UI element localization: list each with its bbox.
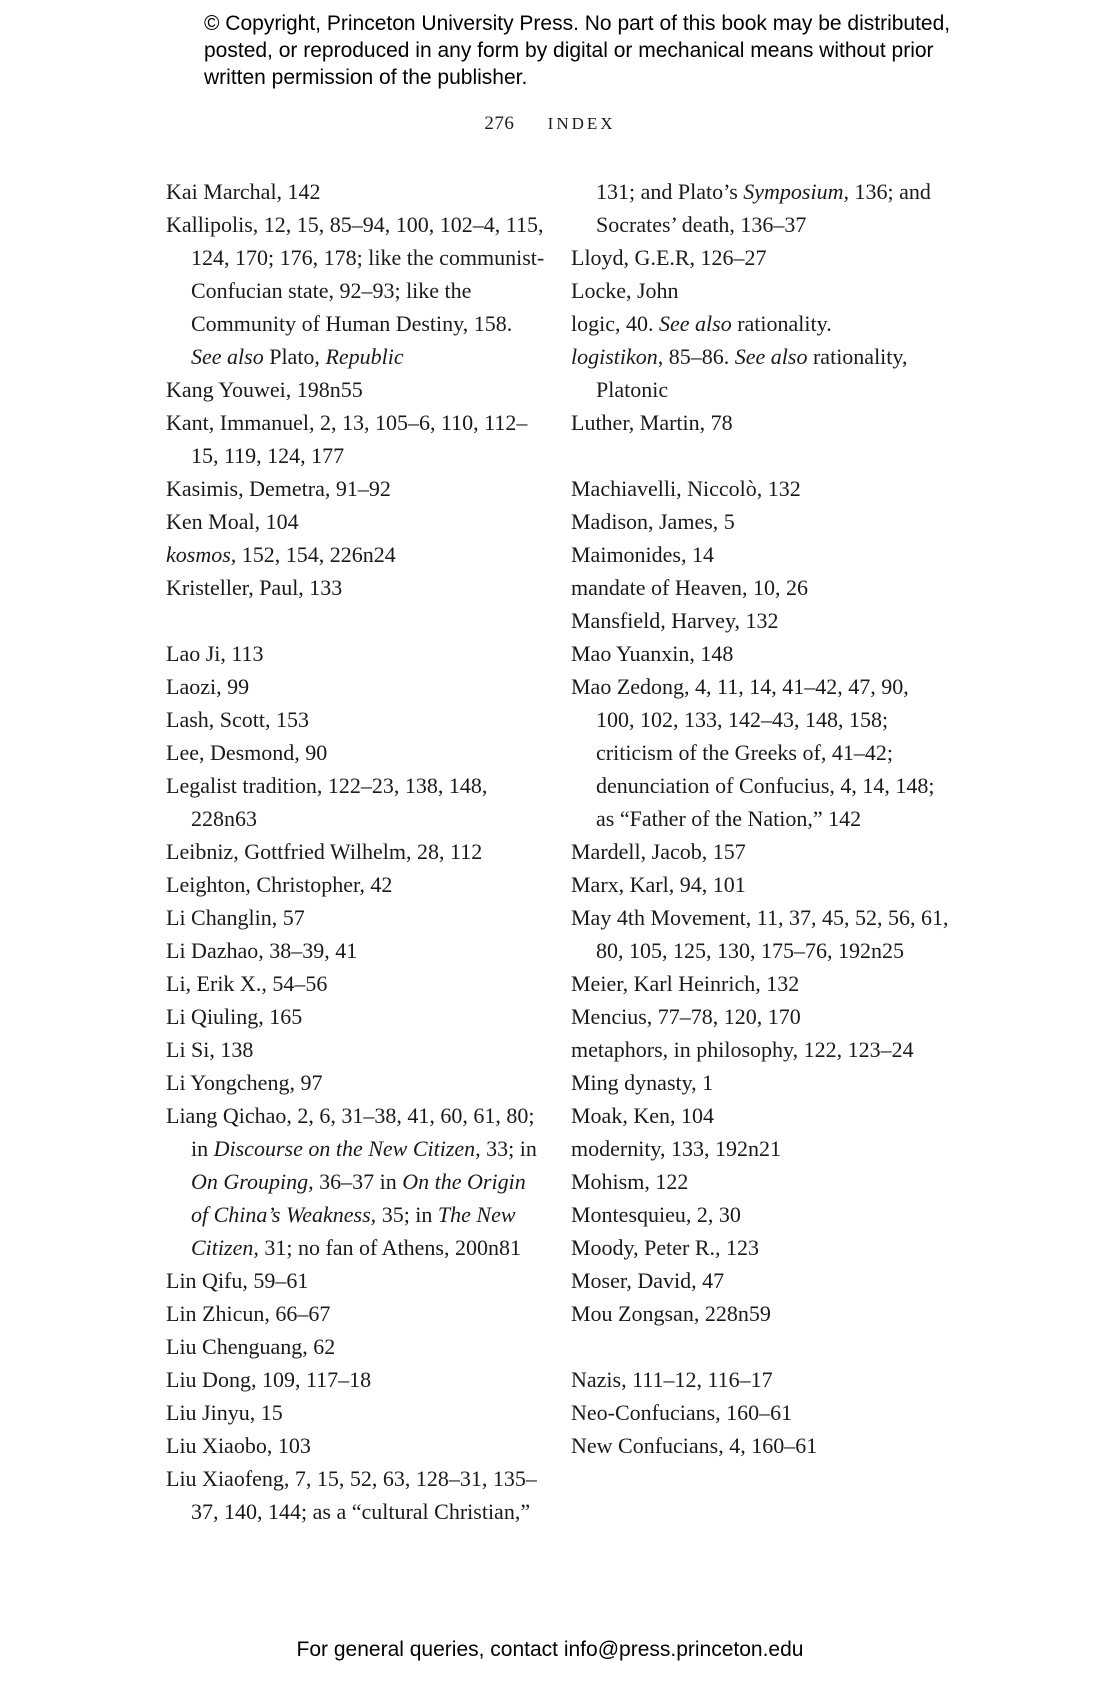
index-entry: Li Qiuling, 165 [166, 1004, 303, 1029]
index-entry: Nazis, 111–12, 116–17 [571, 1367, 773, 1392]
index-entry: Li Yongcheng, 97 [166, 1070, 323, 1095]
index-entry: Locke, John [571, 278, 679, 303]
index-entry: Montesquieu, 2, 30 [571, 1202, 741, 1227]
index-entry: modernity, 133, 192n21 [571, 1136, 781, 1161]
index-entry: May 4th Movement, 11, 37, 45, 52, 56, 61, 80, 105, 125, 130, 175–76, 192n25 [571, 905, 949, 963]
index-entry: Luther, Martin, 78 [571, 410, 733, 435]
index-entry: Lin Zhicun, 66–67 [166, 1301, 331, 1326]
index-entry: Meier, Karl Heinrich, 132 [571, 971, 800, 996]
index-entry: Kallipolis, 12, 15, 85–94, 100, 102–4, 115, 124, 170; 176, 178; like the communist-Confucian state, 92–93; like the Community of Human Destiny, 158. See also Plato, Republic [166, 212, 545, 369]
index-entry: Mao Yuanxin, 148 [571, 641, 734, 666]
footer-contact: For general queries, contact info@press.princeton.edu [296, 1638, 804, 1661]
index-entry: Leibniz, Gottfried Wilhelm, 28, 112 [166, 839, 483, 864]
index-entry: logic, 40. See also rationality. [571, 311, 832, 336]
index-entry: Li Si, 138 [166, 1037, 254, 1062]
index-column-right [571, 175, 951, 1462]
index-entry: Mao Zedong, 4, 11, 14, 41–42, 47, 90, 100, 102, 133, 142–43, 148, 158; criticism of the Greeks of, 41–42; denunciation of Confucius, 4, 14, 148; as “Father of the Nation,” 142 [571, 674, 935, 831]
letter-section-gap [166, 604, 546, 637]
index-column-left [166, 175, 546, 1528]
section-title: INDEX [547, 114, 616, 133]
index-entry: Ming dynasty, 1 [571, 1070, 714, 1095]
index-entry: Li Changlin, 57 [166, 905, 305, 930]
index-entry: Mou Zongsan, 228n59 [571, 1301, 771, 1326]
index-entry: Liu Xiaofeng, 7, 15, 52, 63, 128–31, 135–37, 140, 144; as a “cultural Christian,” [166, 1466, 537, 1524]
index-entry: Ken Moal, 104 [166, 509, 299, 534]
index-entry: logistikon, 85–86. See also rationality, Platonic [571, 344, 908, 402]
index-entry: Mencius, 77–78, 120, 170 [571, 1004, 801, 1029]
index-entry: Mansfield, Harvey, 132 [571, 608, 779, 633]
index-entry: Leighton, Christopher, 42 [166, 872, 393, 897]
index-entry: Kang Youwei, 198n55 [166, 377, 363, 402]
letter-section-gap [571, 439, 951, 472]
index-entry: Lloyd, G.E.R, 126–27 [571, 245, 767, 270]
index-entry: Kasimis, Demetra, 91–92 [166, 476, 391, 501]
index-entry: mandate of Heaven, 10, 26 [571, 575, 809, 600]
index-entry: Laozi, 99 [166, 674, 250, 699]
index-entry: Kristeller, Paul, 133 [166, 575, 343, 600]
index-entry: Li, Erik X., 54–56 [166, 971, 328, 996]
index-entry: Kant, Immanuel, 2, 13, 105–6, 110, 112–15, 119, 124, 177 [166, 410, 528, 468]
index-entry: Liu Chenguang, 62 [166, 1334, 336, 1359]
index-entry: Liu Dong, 109, 117–18 [166, 1367, 372, 1392]
index-entry: kosmos, 152, 154, 226n24 [166, 542, 396, 567]
index-entry: Mardell, Jacob, 157 [571, 839, 746, 864]
index-entry: Lin Qifu, 59–61 [166, 1268, 309, 1293]
index-entry: Liu Xiaobo, 103 [166, 1433, 311, 1458]
index-entry: Lash, Scott, 153 [166, 707, 309, 732]
running-head [0, 113, 1100, 135]
index-entry: metaphors, in philosophy, 122, 123–24 [571, 1037, 914, 1062]
index-entry: New Confucians, 4, 160–61 [571, 1433, 818, 1458]
index-entry: Moak, Ken, 104 [571, 1103, 714, 1128]
index-entry: Kai Marchal, 142 [166, 179, 321, 204]
index-entry-continuation: 131; and Plato’s Symposium, 136; and Socrates’ death, 136–37 [596, 179, 931, 237]
index-entry: Marx, Karl, 94, 101 [571, 872, 746, 897]
index-entry: Maimonides, 14 [571, 542, 714, 567]
index-entry: Neo-Confucians, 160–61 [571, 1400, 793, 1425]
copyright-notice: © Copyright, Princeton University Press. No part of this book may be distributed, posted, or reproduced in any form by digital or mechanical means without prior written permission of the publisher. [204, 12, 951, 89]
index-entry: Lee, Desmond, 90 [166, 740, 328, 765]
index-entry: Moody, Peter R., 123 [571, 1235, 760, 1260]
page-number: 276 [484, 113, 515, 134]
index-entry: Liu Jinyu, 15 [166, 1400, 283, 1425]
index-entry: Moser, David, 47 [571, 1268, 725, 1293]
index-entry: Madison, James, 5 [571, 509, 735, 534]
index-entry: Mohism, 122 [571, 1169, 689, 1194]
index-entry: Liang Qichao, 2, 6, 31–38, 41, 60, 61, 80; in Discourse on the New Citizen, 33; in On Grouping, 36–37 in On the Origin of China’s Weakness, 35; in The New Citizen, 31; no fan of Athens, 200n81 [166, 1103, 537, 1260]
index-entry: Legalist tradition, 122–23, 138, 148, 228n63 [166, 773, 488, 831]
index-entry: Machiavelli, Niccolò, 132 [571, 476, 801, 501]
letter-section-gap [571, 1330, 951, 1363]
index-entry: Lao Ji, 113 [166, 641, 264, 666]
index-entry: Li Dazhao, 38–39, 41 [166, 938, 358, 963]
